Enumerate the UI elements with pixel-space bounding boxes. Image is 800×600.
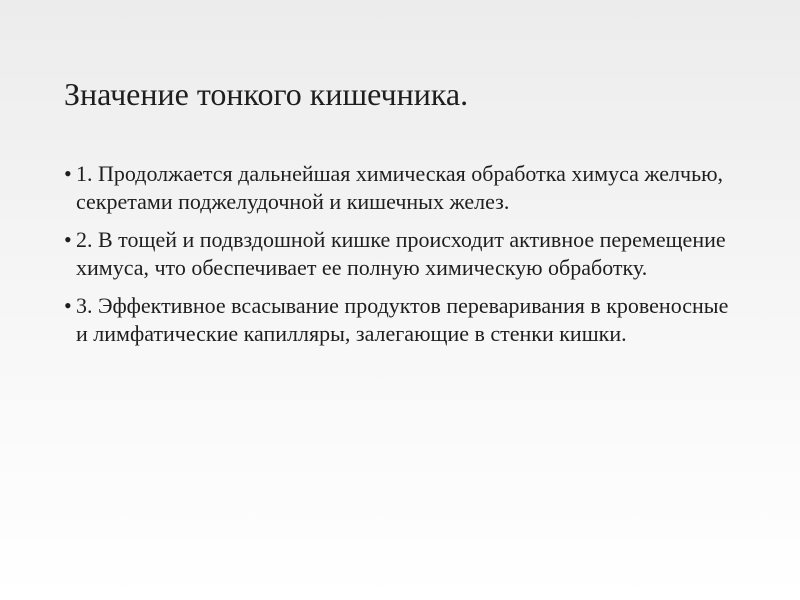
list-item	[64, 160, 744, 216]
bullet-list	[64, 160, 744, 358]
list-item	[64, 292, 744, 348]
bullet-marker: •	[64, 227, 72, 252]
bullet-marker: •	[64, 161, 72, 186]
bullet-marker: •	[64, 293, 72, 318]
slide-title: Значение тонкого кишечника.	[64, 76, 469, 112]
list-item	[64, 226, 744, 282]
list-item-text: 3. Эффективное всасывание продуктов переваривания в кровеносные и лимфатические капилляры, залегающие в стенки кишки.	[76, 293, 729, 346]
list-item-text: 1. Продолжается дальнейшая химическая обработка химуса желчью, секретами поджелудочной и кишечных желез.	[76, 161, 724, 214]
list-item-text: 2. В тощей и подвздошной кишке происходит активное перемещение химуса, что обеспечивает ее полную химическую обработку.	[76, 227, 726, 280]
